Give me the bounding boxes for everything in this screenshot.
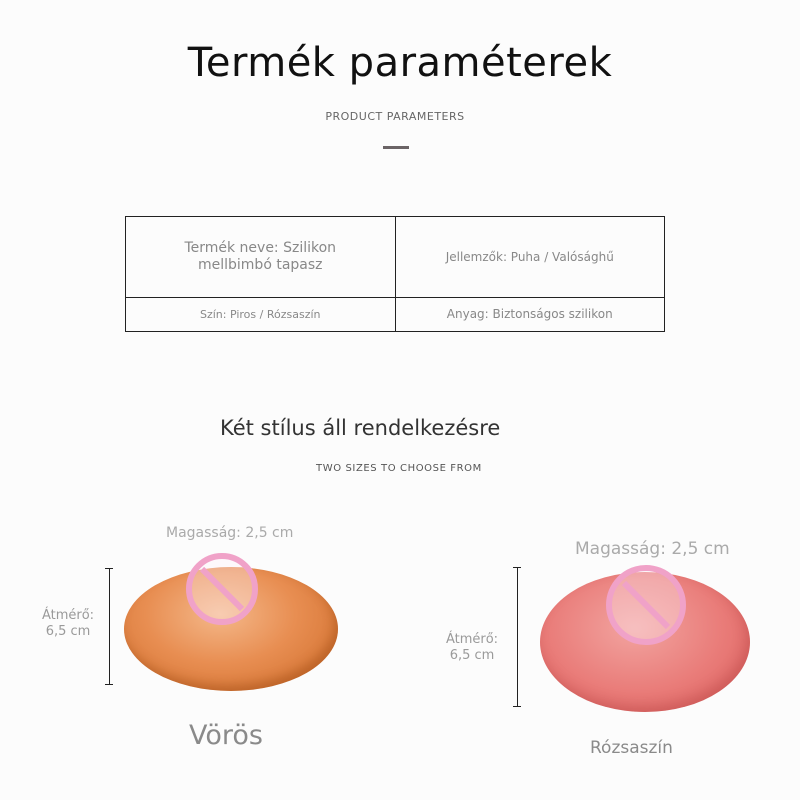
diameter-label-text: Átmérő: — [41, 608, 95, 623]
table-row — [126, 297, 665, 332]
height-label: Magasság: 2,5 cm — [575, 539, 730, 559]
table-row — [126, 217, 665, 298]
page-subtitle: PRODUCT PARAMETERS — [325, 110, 465, 123]
styles-title: Két stílus áll rendelkezésre — [220, 416, 501, 440]
param-name: Termék neve: Szilikon mellbimbó tapasz — [126, 217, 396, 298]
height-label: Magasság: 2,5 cm — [166, 525, 294, 541]
diameter-value: 6,5 cm — [45, 624, 91, 639]
dimension-cap-bottom — [513, 706, 521, 707]
title-divider — [383, 146, 409, 149]
param-material: Anyag: Biztonságos szilikon — [395, 297, 665, 332]
parameters-table — [125, 216, 665, 332]
styles-subtitle: TWO SIZES TO CHOOSE FROM — [316, 463, 482, 474]
diameter-value: 6,5 cm — [449, 648, 495, 663]
param-color: Szín: Piros / Rózsaszín — [126, 297, 396, 332]
censor-icon — [606, 565, 686, 645]
color-name: Rózsaszín — [590, 738, 673, 758]
dimension-line — [109, 568, 110, 685]
param-features: Jellemzők: Puha / Valósághű — [395, 217, 665, 298]
dimension-cap-top — [105, 568, 113, 569]
censor-icon — [186, 553, 258, 625]
page-title: Termék paraméterek — [187, 40, 613, 86]
diameter-label — [30, 608, 106, 640]
dimension-cap-bottom — [105, 684, 113, 685]
dimension-cap-top — [513, 567, 521, 568]
color-name: Vörös — [189, 720, 263, 751]
diameter-label-text: Átmérő: — [445, 632, 499, 647]
dimension-line — [517, 567, 518, 707]
diameter-label — [434, 632, 510, 664]
